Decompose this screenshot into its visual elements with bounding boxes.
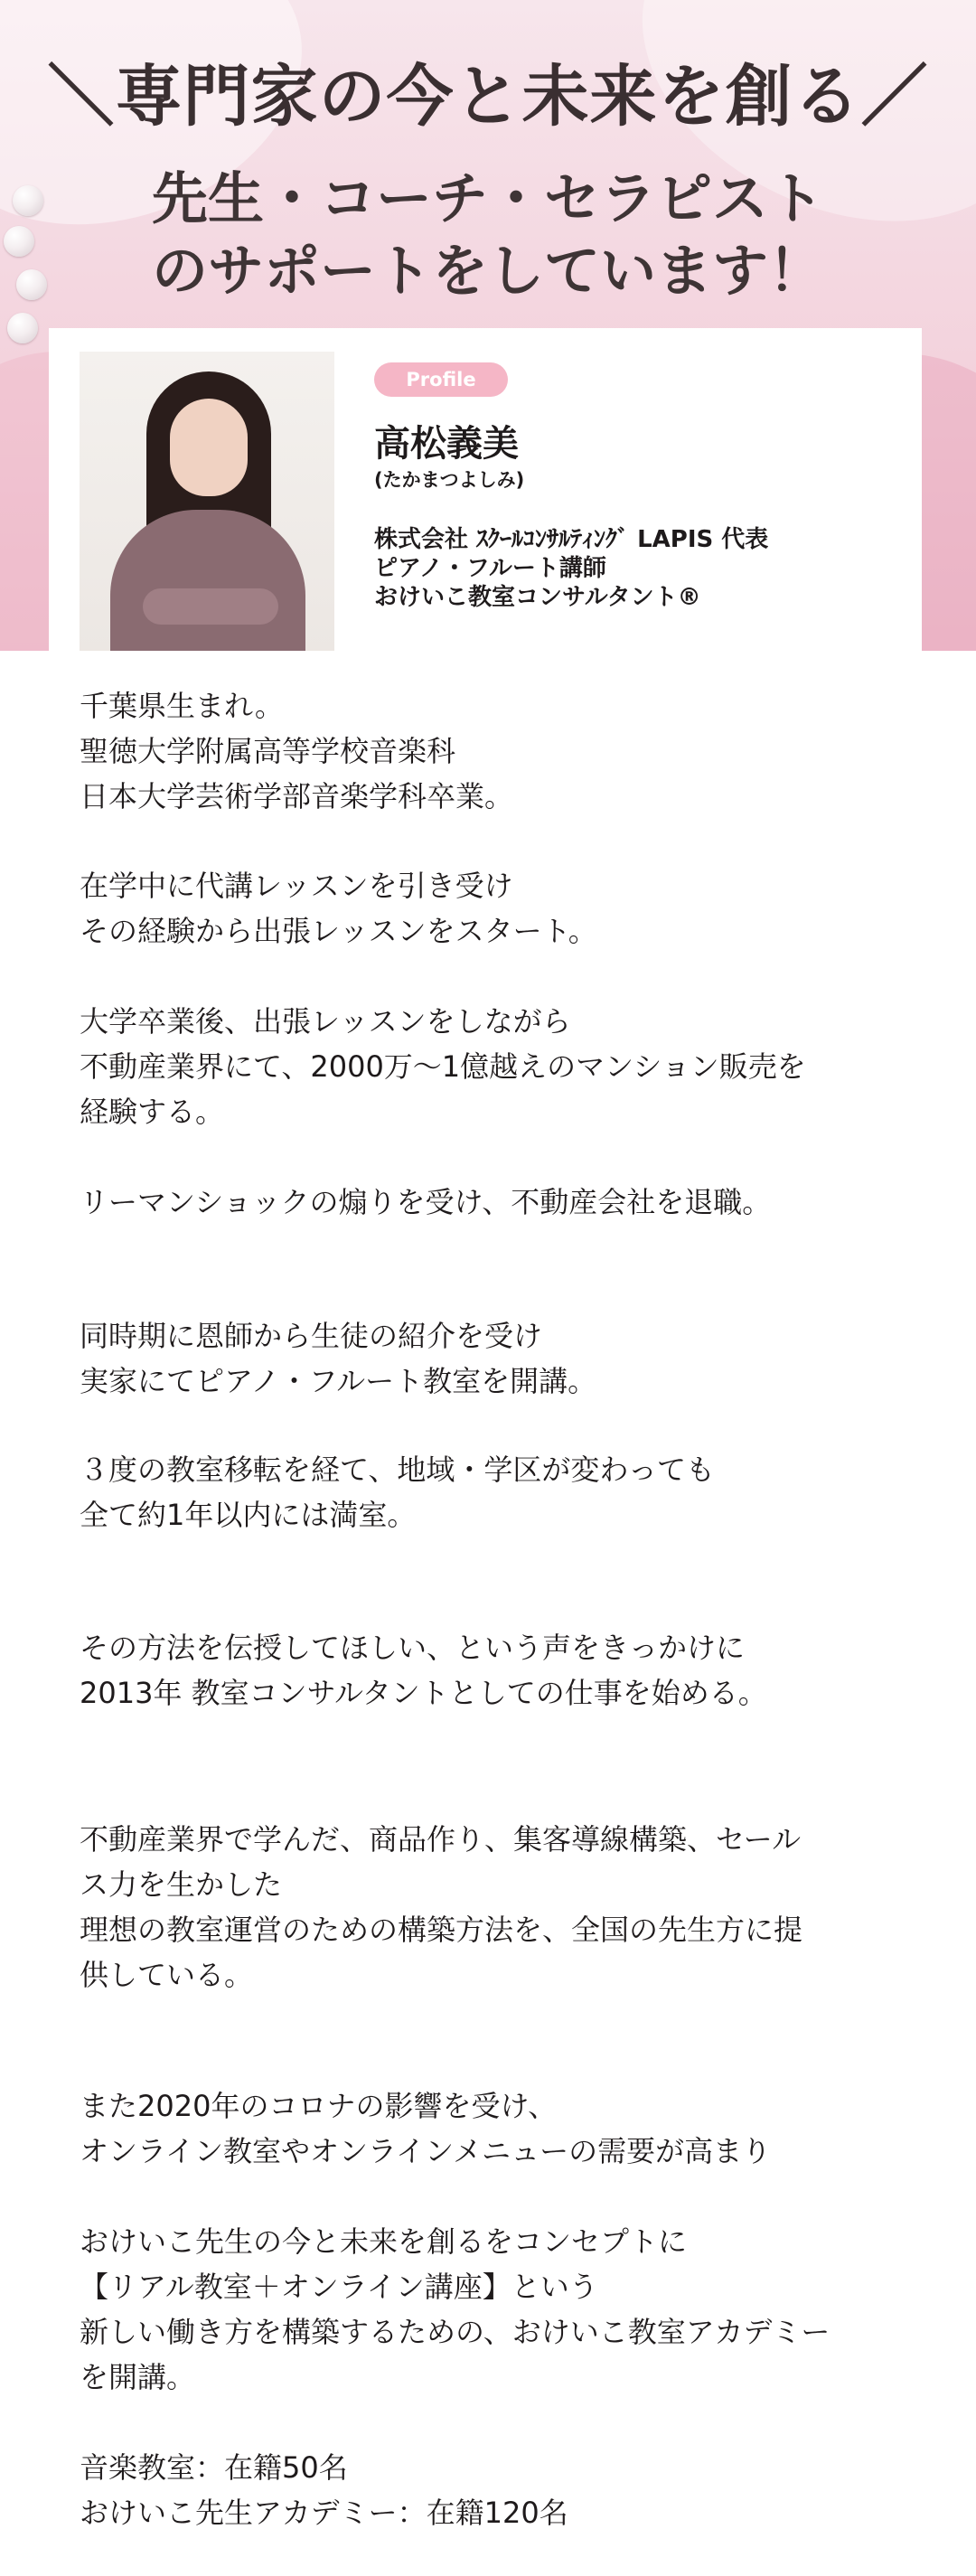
bio-line: 理想の教室運営のための構築方法を、全国の先生方に提 <box>80 1913 803 1947</box>
profile-name-reading: (たかまつよしみ) <box>374 469 525 491</box>
bio-line: 実家にてピアノ・フルート教室を開講。 <box>80 1364 597 1398</box>
bio-line: おけいこ先生の今と未来を創るをコンセプトに <box>80 2224 688 2259</box>
bio-line: また2020年のコロナの影響を受け、 <box>80 2089 558 2123</box>
profile-title-line: ピアノ・フルート講師 <box>374 555 606 582</box>
profile-name: 高松義美 <box>374 423 519 465</box>
profile-title-line: 株式会社 ｽｸｰﾙｺﾝｻﾙﾃｨﾝｸﾞ LAPIS 代表 <box>374 526 769 553</box>
bio-line: その経験から出張レッスンをスタート。 <box>80 914 597 948</box>
bio-line: 千葉県生まれ。 <box>80 689 284 723</box>
hero-headline: ＼専門家の今と未来を創る／ <box>47 58 929 136</box>
photo-face-shape <box>170 399 248 496</box>
profile-title-line: おけいこ教室コンサルタント® <box>374 584 701 611</box>
hero-banner <box>0 0 976 651</box>
bio-line: 不動産業界で学んだ、商品作り、集客導線構築、セール <box>80 1822 802 1857</box>
bio-line: オンライン教室やオンラインメニューの需要が高まり <box>80 2134 772 2168</box>
bio-line: 2013年 教室コンサルタントとしての仕事を始める。 <box>80 1676 767 1710</box>
bio-line: 【リアル教室＋オンライン講座】という <box>80 2270 598 2304</box>
bio-line: その方法を伝授してほしい、という声をきっかけに <box>80 1631 746 1665</box>
profile-photo <box>80 352 334 651</box>
bio-line: 全て約1年以内には満室。 <box>80 1498 417 1532</box>
bio-line: 同時期に恩師から生徒の紹介を受け <box>80 1319 543 1353</box>
hero-subhead <box>0 163 976 307</box>
profile-titles <box>374 525 768 612</box>
bio-line: 聖徳大学附属高等学校音楽科 <box>80 734 456 768</box>
bio-line: 音楽教室：在籍50名 <box>80 2450 348 2485</box>
bio-line: 供している。 <box>80 1958 254 1992</box>
hero-subhead-line: のサポートをしています！ <box>151 238 824 304</box>
bio-line: 大学卒業後、出張レッスンをしながら <box>80 1004 571 1039</box>
bio-line: ３度の教室移転を経て、地域・学区が変わっても <box>80 1453 716 1487</box>
pearl-decoration <box>7 313 38 343</box>
bio-line: 経験する。 <box>80 1095 225 1129</box>
bio-line: 日本大学芸術学部音楽学科卒業。 <box>80 779 514 813</box>
photo-body-shape <box>110 510 305 651</box>
hero-subhead-line: 先生・コーチ・セラピスト <box>151 165 824 231</box>
bio-line: を開講。 <box>80 2360 196 2394</box>
profile-card <box>49 328 922 651</box>
bio-line: ス力を生かした <box>80 1867 283 1902</box>
bio-line: 不動産業界にて、2000万〜1億越えのマンション販売を <box>80 1049 806 1084</box>
bio-line: リーマンショックの煽りを受け、不動産会社を退職。 <box>80 1185 772 1219</box>
photo-arm-shape <box>143 588 278 625</box>
bio-line: おけいこ先生アカデミー：在籍120名 <box>80 2496 568 2530</box>
bio-line: 在学中に代講レッスンを引き受け <box>80 869 513 903</box>
bio-line: 新しい働き方を構築するための、おけいこ教室アカデミー <box>80 2315 831 2349</box>
profile-badge: Profile <box>374 362 508 397</box>
